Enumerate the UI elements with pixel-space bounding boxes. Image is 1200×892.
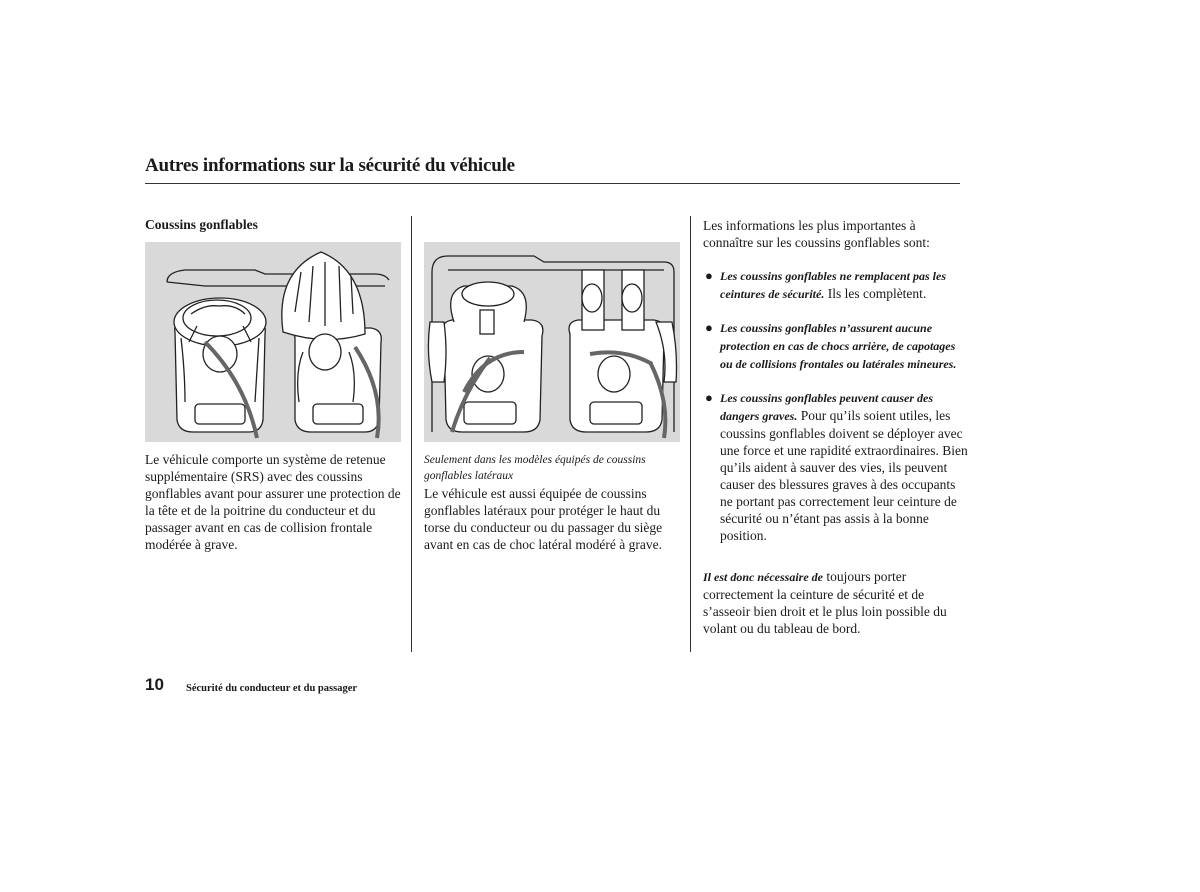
side-airbag-illustration [424,242,680,442]
bullet-icon: ● [705,390,713,405]
title-divider [145,183,960,184]
airbag-conclusion: Il est donc nécessaire de toujours porter correctement la ceinture de sécurité et de s’asseoir bien droit et le plus loin possible du volant ou du tableau de bord. [703,569,947,636]
footer-section-title: Sécurité du conducteur et du passager [186,683,358,694]
page-title: Autres informations sur la sécurité du véhicule [145,155,515,176]
front-airbag-illustration [145,242,401,442]
airbag-facts-list [703,267,968,544]
bullet-icon: ● [705,268,713,283]
column-divider-left [411,216,412,652]
front-airbag-description: Le véhicule comporte un système de retenue supplémentaire (SRS) avec des coussins gonflables avant pour assurer une protection de la tête et de la poitrine du conducteur et du passager avant en cas de collision frontale modérée à grave. [145,452,401,552]
bullet-icon: ● [705,320,713,335]
column-divider-right [690,216,691,652]
airbag-facts-intro: Les informations les plus importantes à connaître sur les coussins gonflables sont: [703,218,930,250]
list-item: ● Les coussins gonflables n’assurent aucune protection en cas de chocs arrière, de capotages ou de collisions frontales ou latérales mineures. [705,320,957,371]
list-item: ● Les coussins gonflables peuvent causer des dangers graves. Pour qu’ils soient utiles, les coussins gonflables doivent se déployer avec une force et une rapidité extraordinaires. Bien qu’ils aident à sauver des vies, ils peuvent causer des blessures graves à des occupants ne portant pas correctement leur ceinture de sécurité ou n’étant pas assis à la bonne position. [705,390,968,543]
section-heading: Coussins gonflables [145,217,258,232]
side-airbag-description: Le véhicule est aussi équipée de coussins gonflables latéraux pour protéger le haut du torse du conducteur ou du passager du siège avant en cas de choc latéral modéré à grave. [424,486,663,552]
list-item: ● Les coussins gonflables ne remplacent pas les ceintures de sécurité. Ils les complètent. [705,268,947,301]
side-airbag-caption: Seulement dans les modèles équipés de coussins gonflables latéraux [424,454,646,482]
page-number: 10 [145,675,164,694]
